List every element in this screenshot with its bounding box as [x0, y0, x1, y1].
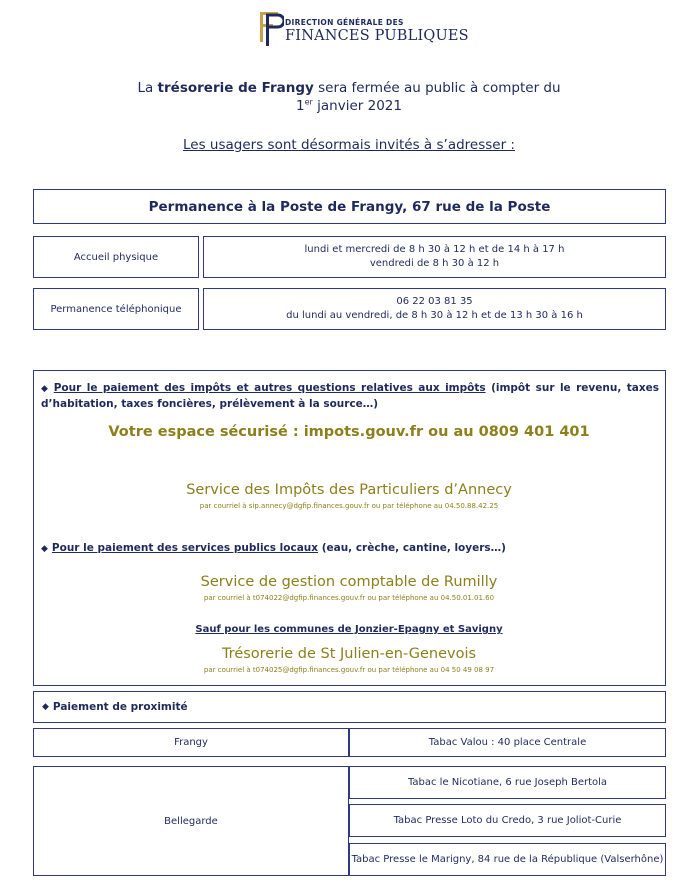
taxes-intro-underlined: Pour le paiement des impôts et autres questions relatives aux impôts: [53, 382, 486, 394]
notice-date-day: 1: [296, 98, 305, 114]
notice-office: trésorerie de Frangy: [157, 80, 314, 96]
accueil-hours-2: vendredi de 8 h 30 à 12 h: [369, 258, 500, 269]
accueil-hours-1: lundi et mercredi de 8 h 30 à 12 h et de 14 h à 17 h: [304, 244, 565, 255]
notice-date-sup: er: [304, 97, 313, 107]
place-bellegarde-3: Tabac Presse le Marigny, 84 rue de la République (Valserhône): [349, 843, 666, 876]
sip-annecy-name: Service des Impôts des Particuliers d’Annecy: [186, 482, 512, 498]
place-frangy: Tabac Valou : 40 place Centrale: [349, 728, 666, 757]
taxes-intro-rest: (impôt sur le revenu, taxes d’habitation, taxes foncières, prélèvement à la source…): [41, 382, 660, 410]
invite-heading: Les usagers sont désormais invités à s’adresser :: [183, 137, 515, 153]
telephone-number: 06 22 03 81 35: [396, 296, 473, 307]
proximity-title: [33, 691, 666, 723]
closure-notice: [0, 79, 698, 115]
logo-line-1: DIRECTION GÉNÉRALE DES: [285, 18, 404, 27]
dgfip-emblem-icon: [258, 10, 284, 48]
row-label-accueil: Accueil physique: [33, 236, 199, 278]
proximity-title-text: Paiement de proximité: [52, 701, 188, 713]
local-intro: [41, 542, 659, 554]
taxes-intro: [41, 381, 659, 412]
row-value-telephone: [203, 288, 666, 330]
sgc-rumilly-name: Service de gestion comptable de Rumilly: [200, 574, 498, 590]
place-bellegarde-2: Tabac Presse Loto du Credo, 3 rue Joliot-Curie: [349, 804, 666, 837]
local-intro-underlined: Pour le paiement des services publics locaux: [51, 542, 319, 554]
sgc-rumilly-contact: par courriel à t074022@dgfip.finances.gouv.fr ou par téléphone au 04.50.01.01.60: [203, 594, 495, 602]
secure-space: Votre espace sécurisé : impots.gouv.fr ou au 0809 401 401: [108, 424, 590, 440]
telephone-hours: du lundi au vendredi, de 8 h 30 à 12 h et de 13 h 30 à 16 h: [286, 310, 583, 321]
st-julien-name: Trésorerie de St Julien-en-Genevois: [221, 646, 477, 662]
st-julien-contact: par courriel à t074025@dgfip.finances.gouv.fr ou par téléphone au 04 50 49 08 97: [203, 666, 495, 674]
dgfip-logo: [258, 10, 469, 48]
diamond-bullet-icon: ◆: [42, 702, 49, 712]
local-intro-rest: (eau, crèche, cantine, loyers…): [318, 542, 506, 554]
city-frangy: Frangy: [33, 728, 349, 757]
exception-heading: Sauf pour les communes de Jonzier-Epagny et Savigny: [195, 624, 503, 635]
notice-suffix: sera fermée au public à compter du: [313, 80, 561, 96]
notice-prefix: La: [137, 80, 158, 96]
logo-line-2: FINANCES PUBLIQUES: [285, 28, 469, 44]
city-bellegarde: Bellegarde: [33, 766, 349, 876]
row-value-accueil: [203, 236, 666, 278]
diamond-bullet-icon: ◆: [41, 384, 50, 394]
notice-date-rest: janvier 2021: [312, 98, 402, 114]
permanence-title: Permanence à la Poste de Frangy, 67 rue de la Poste: [33, 189, 666, 224]
place-bellegarde-1: Tabac le Nicotiane, 6 rue Joseph Bertola: [349, 766, 666, 799]
row-label-telephone: Permanence téléphonique: [33, 288, 199, 330]
services-box: [33, 370, 666, 686]
sip-annecy-contact: par courriel à sip.annecy@dgfip.finances.gouv.fr ou par téléphone au 04.50.88.42.25: [199, 502, 499, 510]
diamond-bullet-icon: ◆: [41, 544, 48, 554]
